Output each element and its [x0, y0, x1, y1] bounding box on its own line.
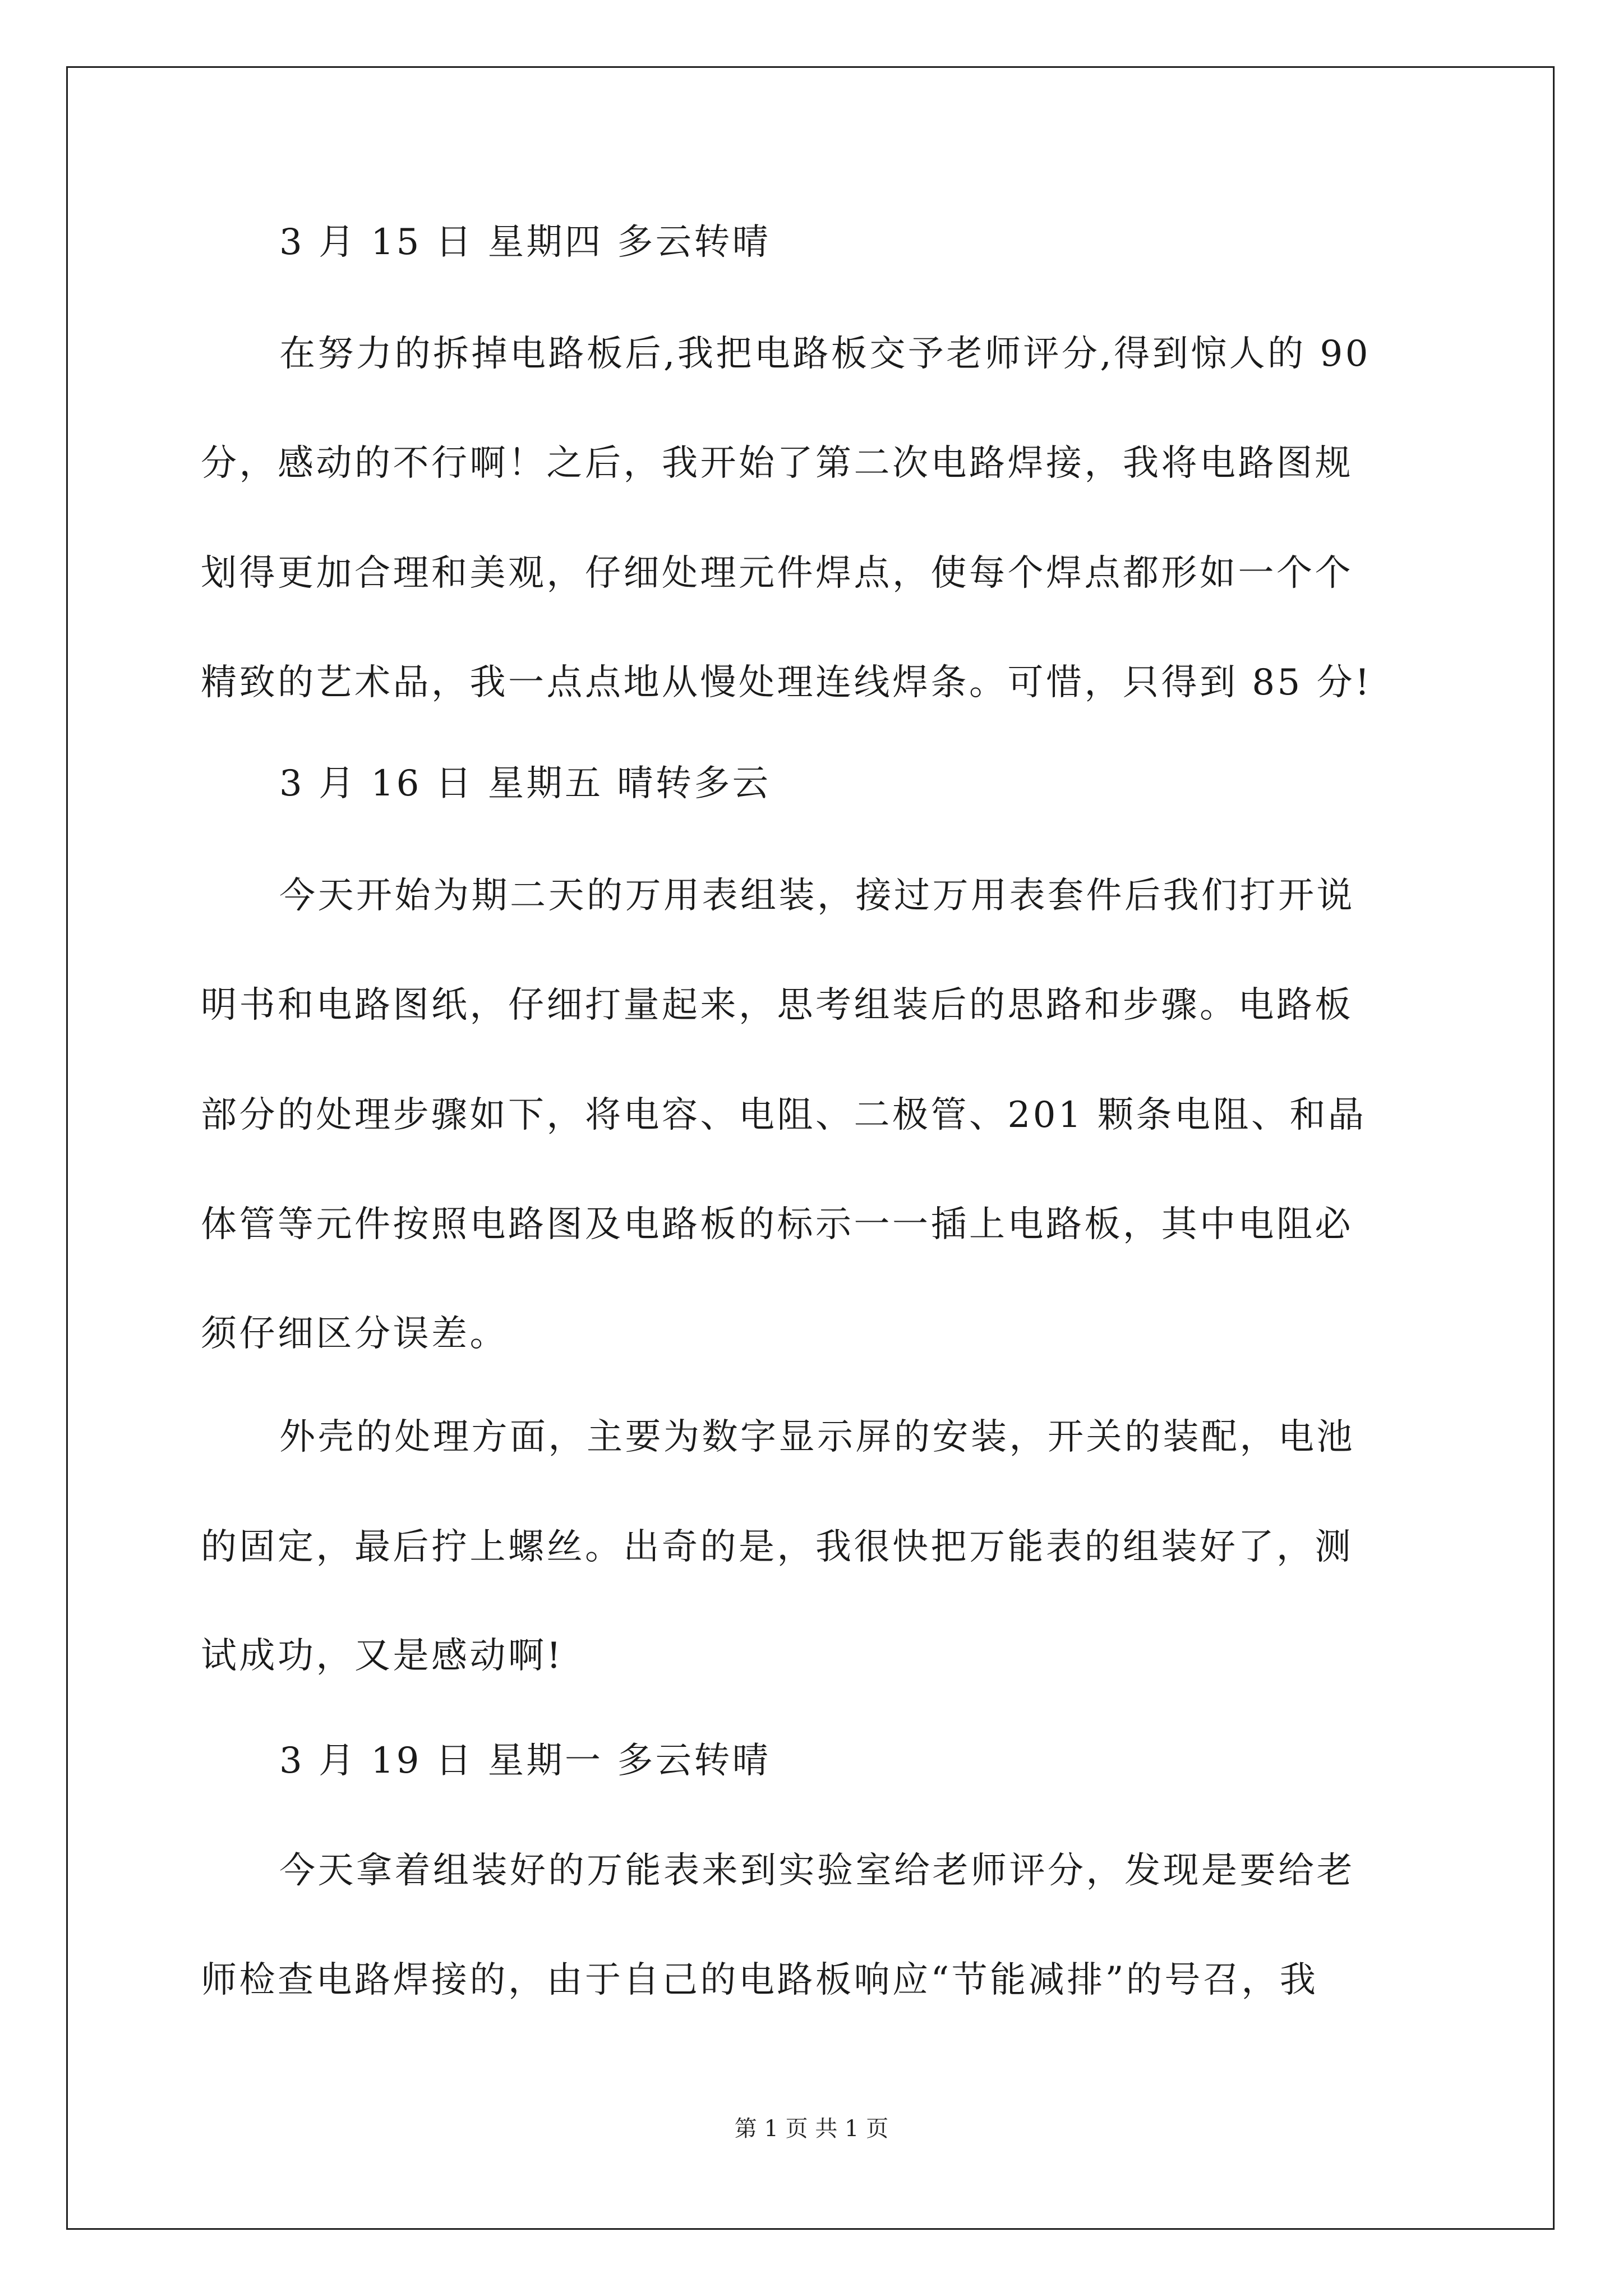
paragraph-line: 试成功，又是感动啊! [201, 1635, 564, 1677]
paragraph-line: 精致的艺术品，我一点点地从慢处理连线焊条。可惜，只得到 85 分! [201, 662, 1372, 703]
date-heading: 3 月 15 日 星期四 多云转晴 [279, 222, 771, 263]
paragraph-line: 须仔细区分误差。 [201, 1313, 508, 1355]
paragraph-line: 外壳的处理方面，主要为数字显示屏的安装，开关的装配，电池 [279, 1416, 1355, 1458]
paragraph-line: 划得更加合理和美观，仔细处理元件焊点，使每个焊点都形如一个个 [201, 553, 1353, 594]
paragraph-line: 在努力的拆掉电路板后,我把电路板交予老师评分,得到惊人的 90 [279, 333, 1371, 375]
paragraph-line: 今天开始为期二天的万用表组装，接过万用表套件后我们打开说 [279, 875, 1355, 917]
paragraph-line: 部分的处理步骤如下，将电容、电阻、二极管、201 颗条电阻、和晶 [201, 1094, 1367, 1136]
paragraph-line: 分，感动的不行啊！之后，我开始了第二次电路焊接，我将电路图规 [201, 443, 1353, 484]
page-number: 第 1 页 共 1 页 [734, 2116, 889, 2142]
paragraph-line: 的固定，最后拧上螺丝。出奇的是，我很快把万能表的组装好了，测 [201, 1526, 1353, 1568]
date-heading: 3 月 16 日 星期五 晴转多云 [279, 763, 771, 804]
paragraph-line: 明书和电路图纸，仔细打量起来，思考组装后的思路和步骤。电路板 [201, 984, 1353, 1026]
date-heading: 3 月 19 日 星期一 多云转晴 [279, 1740, 771, 1782]
paragraph-line: 师检查电路焊接的，由于自己的电路板响应“节能减排”的号召，我 [201, 1959, 1318, 2001]
page-border [66, 66, 1555, 2230]
paragraph-line: 体管等元件按照电路图及电路板的标示一一插上电路板，其中电阻必 [201, 1204, 1353, 1245]
paragraph-line: 今天拿着组装好的万能表来到实验室给老师评分，发现是要给老 [279, 1850, 1355, 1892]
